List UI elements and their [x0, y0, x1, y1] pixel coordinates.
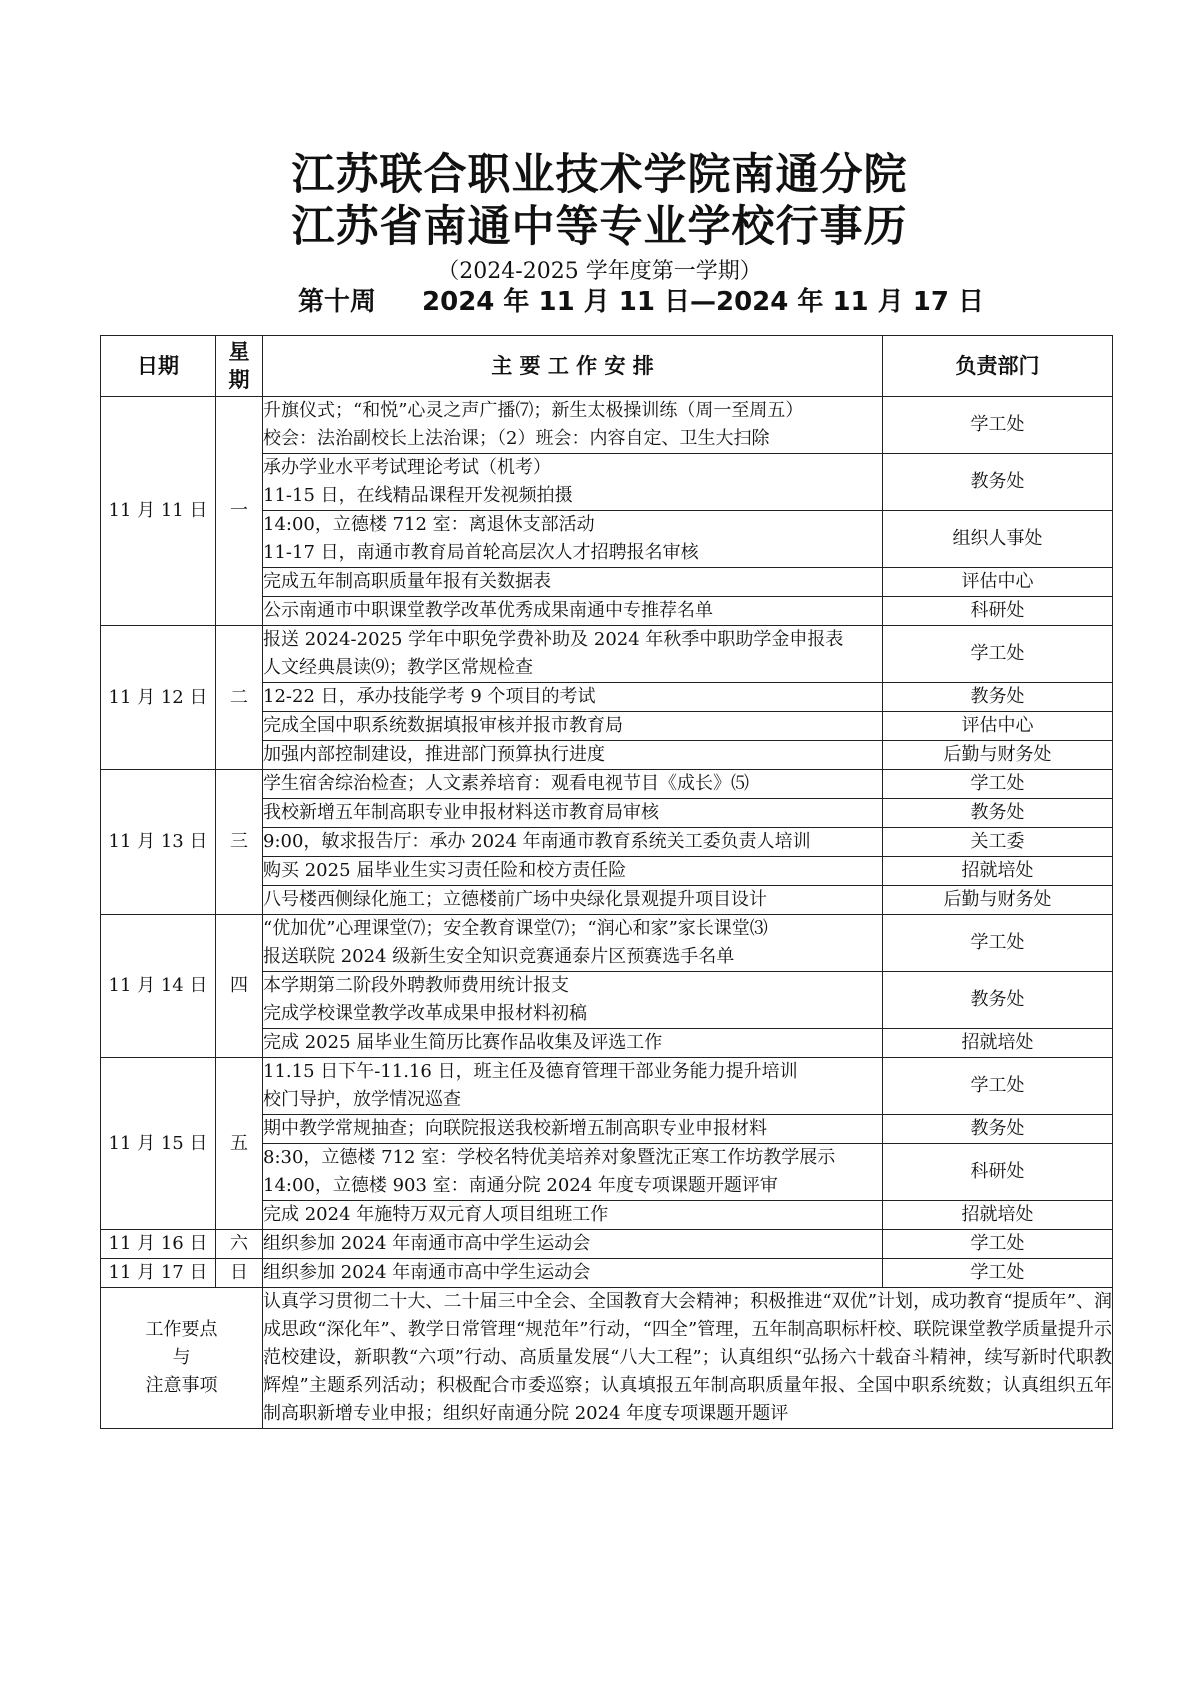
department-cell: 招就培处: [883, 1201, 1113, 1230]
date-cell: 11 月 14 日: [101, 915, 216, 1058]
table-row: [101, 626, 1113, 683]
work-item-cell: [263, 770, 883, 799]
week-heading: [298, 285, 984, 319]
notes-heading-line: 注意事项: [145, 1375, 218, 1396]
notes-heading-line: 工作要点: [145, 1319, 218, 1340]
date-cell: 11 月 12 日: [101, 626, 216, 770]
week-date-range: 2024 年 11 月 11 日—2024 年 11 月 17 日: [422, 287, 984, 317]
table-row: [101, 1259, 1113, 1288]
work-item-line: 12-22 日，承办技能学考 9 个项目的考试: [263, 686, 596, 707]
work-item-cell: [263, 568, 883, 597]
title-line-2: 江苏省南通中等专业学校行事历: [291, 202, 908, 252]
work-item-cell: [263, 1058, 883, 1115]
table-row: [101, 1230, 1113, 1259]
work-item-cell: [263, 397, 883, 454]
work-item-cell: [263, 1115, 883, 1144]
date-cell: 11 月 15 日: [101, 1058, 216, 1230]
department-cell: 评估中心: [883, 568, 1113, 597]
notes-heading: [101, 1288, 263, 1429]
work-item-line: 学生宿舍综治检查；人文素养培育：观看电视节目《成长》⑸: [263, 773, 749, 794]
weekday-cell: 日: [216, 1259, 263, 1288]
weekday-cell: 四: [216, 915, 263, 1058]
work-item-cell: [263, 886, 883, 915]
work-item-line: 完成五年制高职质量年报有关数据表: [263, 571, 551, 592]
work-item-line: 14:00，立德楼 712 室：离退休支部活动: [263, 514, 595, 535]
work-item-cell: [263, 1144, 883, 1201]
department-cell: 学工处: [883, 915, 1113, 972]
work-item-cell: [263, 1029, 883, 1058]
weekday-cell: 五: [216, 1058, 263, 1230]
work-item-line: 14:00，立德楼 903 室：南通分院 2024 年度专项课题开题评审: [263, 1175, 778, 1196]
work-item-cell: [263, 1201, 883, 1230]
department-cell: 学工处: [883, 1259, 1113, 1288]
work-item-cell: [263, 511, 883, 568]
date-cell: 11 月 11 日: [101, 397, 216, 626]
work-item-line: 11.15 日下午-11.16 日，班主任及德育管理干部业务能力提升培训: [263, 1061, 798, 1082]
header-weekday: [216, 336, 263, 397]
department-cell: 关工委: [883, 828, 1113, 857]
work-item-line: 期中教学常规抽查；向联院报送我校新增五制高职专业申报材料: [263, 1118, 767, 1139]
department-cell: 招就培处: [883, 857, 1113, 886]
department-cell: 后勤与财务处: [883, 886, 1113, 915]
department-cell: 科研处: [883, 1144, 1113, 1201]
work-item-line: 报送联院 2024 级新生安全知识竞赛通泰片区预赛选手名单: [263, 946, 735, 967]
work-item-cell: [263, 454, 883, 511]
work-item-line: 9:00，敏求报告厅：承办 2024 年南通市教育系统关工委负责人培训: [263, 831, 811, 852]
table-header-row: [101, 336, 1113, 397]
department-cell: 招就培处: [883, 1029, 1113, 1058]
work-item-cell: [263, 915, 883, 972]
work-item-line: 报送 2024-2025 学年中职免学费补助及 2024 年秋季中职助学金申报表: [263, 629, 844, 650]
weekday-cell: 三: [216, 770, 263, 915]
work-item-line: 组织参加 2024 年南通市高中学生运动会: [263, 1262, 591, 1283]
header-work: 主 要 工 作 安 排: [263, 336, 883, 397]
work-item-line: 购买 2025 届毕业生实习责任险和校方责任险: [263, 860, 627, 881]
table-row: [101, 397, 1113, 454]
department-cell: 学工处: [883, 1230, 1113, 1259]
notes-heading-line: 与: [172, 1347, 191, 1368]
work-item-line: 完成 2024 年施特万双元育人项目组班工作: [263, 1204, 609, 1225]
work-item-cell: [263, 799, 883, 828]
table-row: [101, 770, 1113, 799]
department-cell: 评估中心: [883, 712, 1113, 741]
work-item-line: 组织参加 2024 年南通市高中学生运动会: [263, 1233, 591, 1254]
table-row: [101, 1058, 1113, 1115]
header-date: 日期: [101, 336, 216, 397]
work-item-line: 加强内部控制建设，推进部门预算执行进度: [263, 744, 605, 765]
department-cell: 学工处: [883, 397, 1113, 454]
work-item-cell: [263, 626, 883, 683]
header-weekday-2: 期: [228, 368, 250, 392]
week-label: 第十周: [298, 287, 377, 317]
date-cell: 11 月 13 日: [101, 770, 216, 915]
work-item-cell: [263, 828, 883, 857]
weekday-cell: 六: [216, 1230, 263, 1259]
semester-subtitle: （2024-2025 学年度第一学期）: [437, 259, 762, 284]
work-item-line: 校门导护，放学情况巡查: [263, 1089, 461, 1110]
department-cell: 科研处: [883, 597, 1113, 626]
department-cell: 学工处: [883, 1058, 1113, 1115]
date-cell: 11 月 17 日: [101, 1259, 216, 1288]
department-cell: 教务处: [883, 972, 1113, 1029]
work-item-line: 完成 2025 届毕业生简历比赛作品收集及评选工作: [263, 1032, 663, 1053]
work-item-line: 本学期第二阶段外聘教师费用统计报支: [263, 975, 569, 996]
header-weekday-1: 星: [228, 340, 250, 364]
work-item-line: 升旗仪式；“和悦”心灵之声广播⑺；新生太极操训练（周一至周五）: [263, 400, 804, 421]
work-item-line: 校会：法治副校长上法治课；（2）班会：内容自定、卫生大扫除: [263, 428, 770, 449]
header-dept: 负责部门: [883, 336, 1113, 397]
department-cell: 组织人事处: [883, 511, 1113, 568]
work-item-cell: [263, 712, 883, 741]
weekday-cell: 二: [216, 626, 263, 770]
work-item-line: 11-17 日，南通市教育局首轮高层次人才招聘报名审核: [263, 542, 699, 563]
department-cell: 教务处: [883, 799, 1113, 828]
notes-text: 认真学习贯彻二十大、二十届三中全会、全国教育大会精神；积极推进“双优”计划，成功教育“提质年”、润成思政“深化年”、教学日常管理“规范年”行动，“四全”管理，五年制高职标杆校、联院课堂教学质量提升示范校建设，新职教“六项”行动、高质量发展“八大工程”；认真组织“弘扬六十载奋斗精神，续写新时代职教辉煌”主题系列活动；积极配合市委巡察；认真填报五年制高职质量年报、全国中职系统数；认真组织五年制高职新增专业申报；组织好南通分院 2024 年度专项课题开题评: [263, 1288, 1113, 1429]
table-row: [101, 915, 1113, 972]
work-item-cell: [263, 1259, 883, 1288]
work-item-line: 8:30，立德楼 712 室：学校名特优美培养对象暨沈正寒工作坊教学展示: [263, 1147, 836, 1168]
date-cell: 11 月 16 日: [101, 1230, 216, 1259]
schedule-table: [100, 335, 1113, 1429]
work-item-cell: [263, 1230, 883, 1259]
department-cell: 学工处: [883, 626, 1113, 683]
work-item-line: 我校新增五年制高职专业申报材料送市教育局审核: [263, 802, 659, 823]
work-item-cell: [263, 857, 883, 886]
work-item-line: 公示南通市中职课堂教学改革优秀成果南通中专推荐名单: [263, 600, 713, 621]
work-item-cell: [263, 597, 883, 626]
work-item-line: “优加优”心理课堂⑺；安全教育课堂⑺；“润心和家”家长课堂⑶: [263, 918, 768, 939]
work-item-cell: [263, 972, 883, 1029]
schedule-body: [101, 397, 1113, 1429]
department-cell: 教务处: [883, 683, 1113, 712]
work-item-line: 承办学业水平考试理论考试（机考）: [263, 457, 551, 478]
work-item-line: 11-15 日，在线精品课程开发视频拍摄: [263, 485, 573, 506]
department-cell: 学工处: [883, 770, 1113, 799]
work-item-line: 完成全国中职系统数据填报审核并报市教育局: [263, 715, 623, 736]
weekday-cell: 一: [216, 397, 263, 626]
work-item-line: 人文经典晨读⑼；教学区常规检查: [263, 657, 533, 678]
work-item-line: 完成学校课堂教学改革成果申报材料初稿: [263, 1003, 587, 1024]
department-cell: 后勤与财务处: [883, 741, 1113, 770]
work-item-cell: [263, 683, 883, 712]
work-item-line: 八号楼西侧绿化施工；立德楼前广场中央绿化景观提升项目设计: [263, 889, 767, 910]
department-cell: 教务处: [883, 454, 1113, 511]
title-line-1: 江苏联合职业技术学院南通分院: [291, 150, 908, 200]
notes-row: [101, 1288, 1113, 1429]
department-cell: 教务处: [883, 1115, 1113, 1144]
work-item-cell: [263, 741, 883, 770]
